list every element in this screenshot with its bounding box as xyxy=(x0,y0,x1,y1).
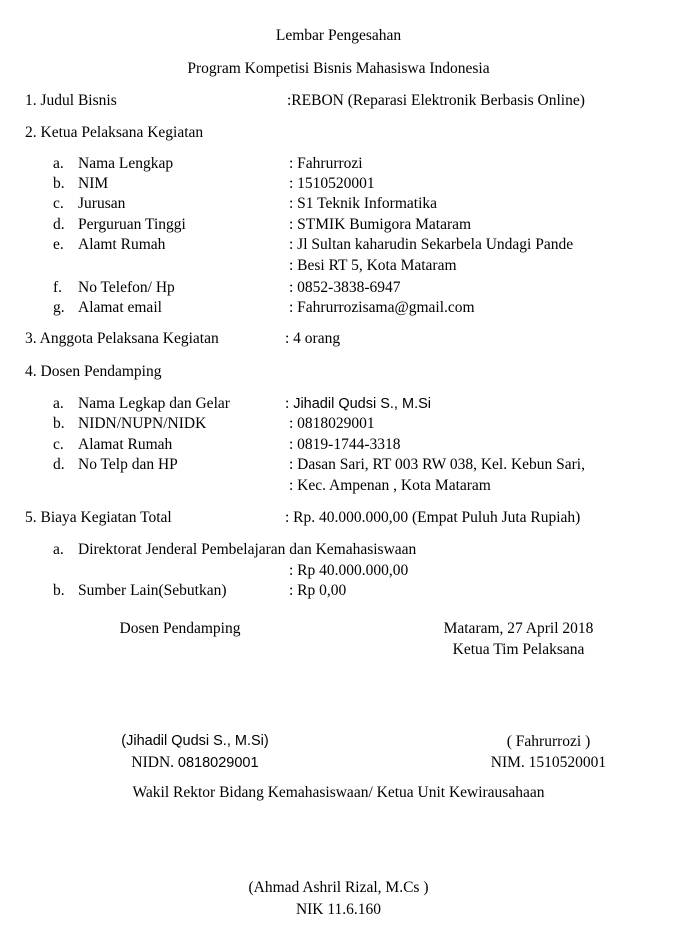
row-no-telefon xyxy=(0,277,677,298)
sub-label: No Telefon/ Hp xyxy=(78,279,175,296)
signature-left-name: (Jihadil Qudsi S., M.Si) xyxy=(121,733,269,749)
sub-letter: b. xyxy=(53,415,65,432)
row-biaya-total xyxy=(0,507,677,528)
footer-name: (Ahmad Ashril Rizal, M.Cs ) xyxy=(248,879,429,896)
sub-letter: d. xyxy=(53,456,65,473)
sub-value: : STMIK Bumigora Mataram xyxy=(289,216,472,233)
sub-label: No Telp dan HP xyxy=(78,456,178,473)
sub-value: : 0819-1744-3318 xyxy=(289,436,401,453)
item-1-value: :REBON (Reparasi Elektronik Berbasis Online) xyxy=(287,92,585,109)
sub-value: : Fahrurrozi xyxy=(289,155,363,172)
value-colon: : xyxy=(285,395,294,412)
row-perguruan-tinggi xyxy=(0,214,677,235)
signature-left-heading: Dosen Pendamping xyxy=(119,620,241,637)
sub-label: Nama Lengkap xyxy=(78,155,174,172)
sub-letter: c. xyxy=(53,195,64,212)
sub-value: : Fahrurrozisama@gmail.com xyxy=(289,299,475,316)
sub-label: Direktorat Jenderal Pembelajaran dan Kemahasiswaan xyxy=(78,541,417,558)
signature-right-id: NIM. 1510520001 xyxy=(490,754,607,771)
item-3-value: : 4 orang xyxy=(285,330,341,347)
sub-label: NIDN/NUPN/NIDK xyxy=(78,415,207,432)
row-alamat-email xyxy=(0,297,677,318)
dosen-name-value: Jihadil Qudsi S., M.Si xyxy=(293,396,431,412)
row-nidn xyxy=(0,413,677,434)
document-heading-primary: Lembar Pengesahan xyxy=(275,27,402,44)
row-no-telp-dosen xyxy=(0,454,677,475)
sub-letter: d. xyxy=(53,216,65,233)
row-sumber-lain xyxy=(0,580,677,601)
sub-letter: c. xyxy=(53,436,64,453)
row-no-telp-dosen-cont xyxy=(0,475,677,496)
signature-right-name: ( Fahrurrozi ) xyxy=(506,733,591,750)
signature-left-id xyxy=(30,752,360,774)
item-5-value: : Rp. 40.000.000,00 (Empat Puluh Juta Rupiah) xyxy=(285,509,581,526)
row-nama-lengkap xyxy=(0,153,677,174)
signature-left-id-prefix: NIDN. xyxy=(131,754,178,771)
signature-left-id-number: 0818029001 xyxy=(177,755,259,771)
sub-label: Alamat email xyxy=(78,299,162,316)
row-alamat-rumah-cont xyxy=(0,255,677,276)
sub-label: Alamat Rumah xyxy=(78,436,173,453)
sub-value: : 1510520001 xyxy=(289,175,375,192)
row-direktorat-value xyxy=(0,560,677,581)
sub-value: : Rp 0,00 xyxy=(289,582,347,599)
sub-letter: a. xyxy=(53,395,64,412)
row-judul-bisnis xyxy=(0,90,677,111)
sub-value: : Rp 40.000.000,00 xyxy=(289,562,409,579)
sub-label: Perguruan Tinggi xyxy=(78,216,186,233)
sub-letter: g. xyxy=(53,299,65,316)
sub-value-group xyxy=(285,393,431,415)
item-3-label: 3. Anggota Pelaksana Kegiatan xyxy=(25,330,219,347)
sub-value: : 0852-3838-6947 xyxy=(289,279,401,296)
sub-label: NIM xyxy=(78,175,109,192)
row-direktorat xyxy=(0,539,677,560)
sub-value: : Jl Sultan kaharudin Sekarbela Undagi Pande xyxy=(289,236,574,253)
row-alamat-rumah-dosen xyxy=(0,434,677,455)
sub-value: : Besi RT 5, Kota Mataram xyxy=(289,257,457,274)
row-alamat-rumah xyxy=(0,234,677,255)
sub-label: Nama Legkap dan Gelar xyxy=(78,395,230,412)
sub-letter: a. xyxy=(53,541,64,558)
sub-value: : Kec. Ampenan , Kota Mataram xyxy=(289,477,491,494)
sub-letter: a. xyxy=(53,155,64,172)
signature-right-heading-line1: Mataram, 27 April 2018 xyxy=(443,620,594,637)
sub-value: : Dasan Sari, RT 003 RW 038, Kel. Kebun Sari, xyxy=(289,456,585,473)
sub-value: : 0818029001 xyxy=(289,415,375,432)
signature-role-line: Wakil Rektor Bidang Kemahasiswaan/ Ketua Unit Kewirausahaan xyxy=(132,784,545,801)
row-nim xyxy=(0,173,677,194)
row-ketua-pelaksana xyxy=(0,122,677,143)
footer-id: NIK 11.6.160 xyxy=(295,901,382,918)
sub-letter: b. xyxy=(53,175,65,192)
document-heading-secondary: Program Kompetisi Bisnis Mahasiswa Indonesia xyxy=(187,60,490,77)
item-2-label: 2. Ketua Pelaksana Kegiatan xyxy=(25,124,204,141)
row-dosen-pendamping xyxy=(0,361,677,382)
sub-letter: b. xyxy=(53,582,65,599)
item-1-label: 1. Judul Bisnis xyxy=(25,92,117,109)
signature-right-heading-line2: Ketua Tim Pelaksana xyxy=(452,641,585,658)
sub-letter: f. xyxy=(53,279,63,296)
sub-label: Sumber Lain(Sebutkan) xyxy=(78,582,227,599)
sub-letter: e. xyxy=(53,236,64,253)
row-anggota-pelaksana xyxy=(0,328,677,349)
item-5-label: 5. Biaya Kegiatan Total xyxy=(25,509,172,526)
sub-label: Jurusan xyxy=(78,195,126,212)
row-nama-gelar xyxy=(0,393,677,414)
row-jurusan xyxy=(0,193,677,214)
sub-value: : S1 Teknik Informatika xyxy=(289,195,438,212)
item-4-label: 4. Dosen Pendamping xyxy=(25,363,162,380)
sub-label: Alamt Rumah xyxy=(78,236,166,253)
